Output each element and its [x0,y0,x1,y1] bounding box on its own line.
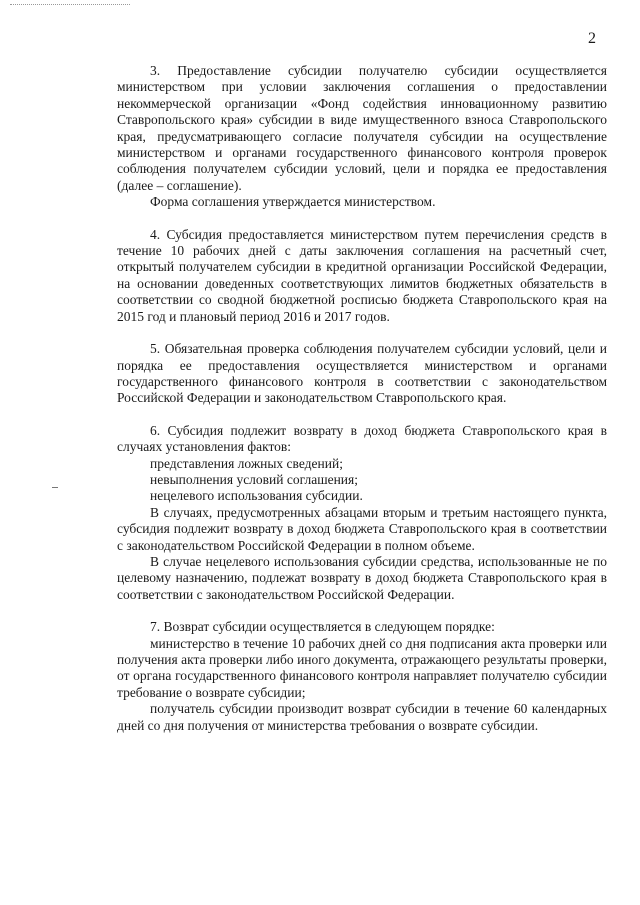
paragraph-6: 6. Субсидия подлежит возврату в доход бюджета Ставропольского края в случаях установления фактов: [117,422,607,455]
margin-mark [52,487,58,488]
paragraph-7-recipient: получатель субсидии производит возврат субсидии в течение 60 календарных дней со дня получения от министерства требования о возврате субсидии. [117,701,607,733]
paragraph-6-misuse: В случае нецелевого использования субсидии средства, использованные не по целевому назначению, подлежат возврату в доход бюджета Ставропольского края в соответствии с законодательством Российской Федерации. [117,553,607,602]
paragraph-3-form: Форма соглашения утверждается министерством. [150,194,436,210]
page-number: 2 [588,30,596,47]
paragraph-6-item-2: невыполнения условий соглашения; [150,471,358,487]
paragraph-7: 7. Возврат субсидии осуществляется в следующем порядке: [150,619,495,635]
paragraph-6-item-1: представления ложных сведений; [150,455,343,471]
paragraph-5: 5. Обязательная проверка соблюдения получателем субсидии условий, цели и порядка ее предоставления осуществляется министерством и органами государственного финансового контроля в соответствии с законодательством Российской Федерации и законодательством Ставропольского края. [117,341,607,406]
scan-artifact [10,4,130,9]
paragraph-6-cases: В случаях, предусмотренных абзацами вторым и третьим настоящего пункта, субсидия подлежит возврату в доход бюджета Ставропольского края в соответствии с законодательством Российской Федерации в полном объеме. [117,504,607,553]
document-body [117,63,607,734]
paragraph-6-item-3: нецелевого использования субсидии. [150,488,363,504]
paragraph-7-ministry: министерство в течение 10 рабочих дней со дня подписания акта проверки или получения акта проверки либо иного документа, отражающего результаты проверки, от органа государственного финансового контроля направляет получателю субсидии требование о возврате субсидии; [117,635,607,700]
paragraph-3: 3. Предоставление субсидии получателю субсидии осуществляется министерством при условии заключения соглашения о предоставлении некоммерческой организации «Фонд содействия инновационному развитию Ставропольского края» субсидии в виде имущественного взноса Ставропольского края, предусматривающего согласие получателя субсидии на осуществление министерством и органами государственного финансового контроля проверок соблюдения получателем субсидии условий, цели и порядка ее предоставления (далее – соглашение). [117,63,607,193]
paragraph-4: 4. Субсидия предоставляется министерством путем перечисления средств в течение 10 рабочих дней с даты заключения соглашения на расчетный счет, открытый получателем субсидии в кредитной организации Российской Федерации, на основании доведенных соответствующих лимитов бюджетных обязательств в соответствии со сводной бюджетной росписью бюджета Ставропольского края на 2015 год и плановый период 2016 и 2017 годов. [117,226,607,324]
